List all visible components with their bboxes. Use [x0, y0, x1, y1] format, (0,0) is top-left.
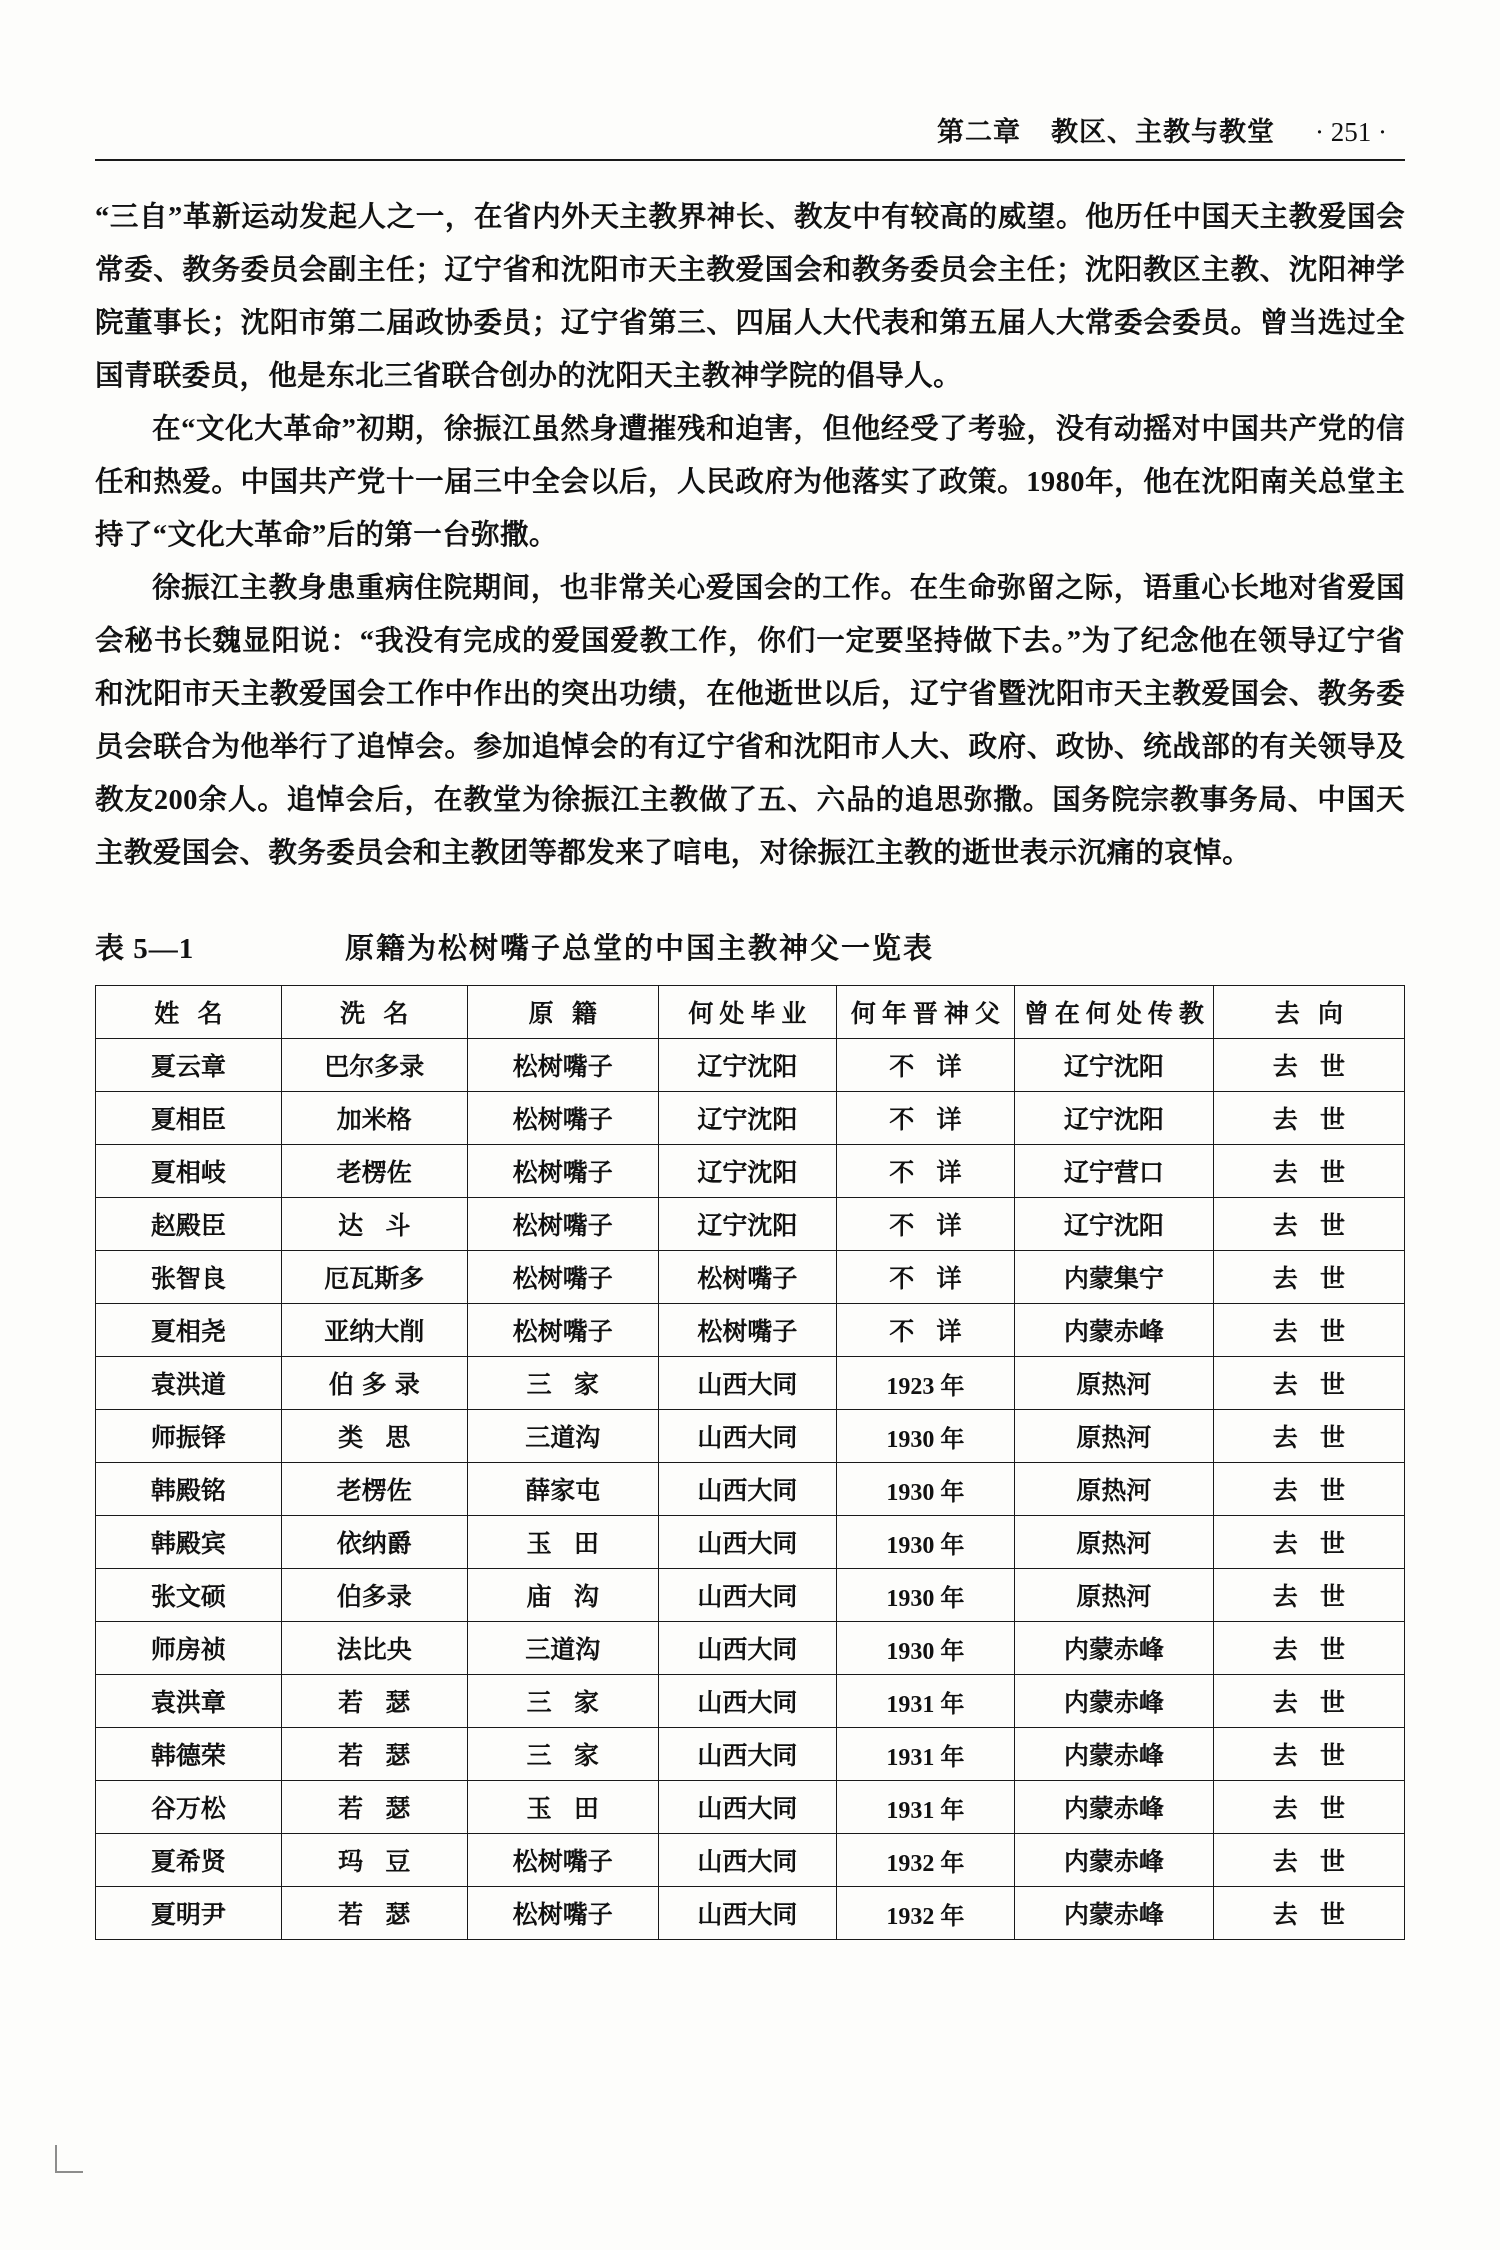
cell-name: 张智良 [96, 1251, 282, 1304]
cell-name: 袁洪道 [96, 1357, 282, 1410]
cell-graduation: 山西大同 [658, 1357, 836, 1410]
cell-origin: 松树嘴子 [467, 1304, 658, 1357]
table-row [96, 1781, 1405, 1834]
cell-baptismal-name: 巴尔多录 [281, 1039, 467, 1092]
cell-mission-place: 原热河 [1014, 1410, 1213, 1463]
cell-whereabouts: 去 世 [1213, 1039, 1404, 1092]
cell-baptismal-name: 若 瑟 [281, 1781, 467, 1834]
table-row [96, 1516, 1405, 1569]
table-row [96, 1569, 1405, 1622]
cell-whereabouts: 去 世 [1213, 1569, 1404, 1622]
cell-ordination-year: 1930 年 [836, 1463, 1014, 1516]
cell-graduation: 山西大同 [658, 1569, 836, 1622]
cell-whereabouts: 去 世 [1213, 1781, 1404, 1834]
cell-ordination-year: 1932 年 [836, 1887, 1014, 1940]
table-row [96, 1357, 1405, 1410]
paragraph-3: 徐振江主教身患重病住院期间，也非常关心爱国会的工作。在生命弥留之际，语重心长地对省爱国会秘书长魏显阳说：“我没有完成的爱国爱教工作，你们一定要坚持做下去。”为了纪念他在领导辽宁省和沈阳市天主教爱国会工作中作出的突出功绩，在他逝世以后，辽宁省暨沈阳市天主教爱国会、教务委员会联合为他举行了追悼会。参加追悼会的有辽宁省和沈阳市人大、政府、政协、统战部的有关领导及教友200余人。追悼会后，在教堂为徐振江主教做了五、六品的追思弥撒。国务院宗教事务局、中国天主教爱国会、教务委员会和主教团等都发来了唁电，对徐振江主教的逝世表示沉痛的哀悼。 [95, 573, 1405, 869]
cell-mission-place: 辽宁沈阳 [1014, 1092, 1213, 1145]
cell-origin: 三 家 [467, 1675, 658, 1728]
cell-origin: 三 家 [467, 1357, 658, 1410]
cell-graduation: 山西大同 [658, 1728, 836, 1781]
table-row [96, 1198, 1405, 1251]
cell-name: 师振铎 [96, 1410, 282, 1463]
cell-ordination-year: 不 详 [836, 1304, 1014, 1357]
cell-origin: 三道沟 [467, 1410, 658, 1463]
cell-ordination-year: 不 详 [836, 1039, 1014, 1092]
cell-mission-place: 辽宁营口 [1014, 1145, 1213, 1198]
cell-ordination-year: 1930 年 [836, 1622, 1014, 1675]
cell-ordination-year: 1923 年 [836, 1357, 1014, 1410]
table-row [96, 1410, 1405, 1463]
cell-ordination-year: 1931 年 [836, 1675, 1014, 1728]
cell-graduation: 辽宁沈阳 [658, 1145, 836, 1198]
cell-graduation: 山西大同 [658, 1675, 836, 1728]
table-row [96, 1039, 1405, 1092]
body-text [95, 191, 1405, 880]
cell-baptismal-name: 若 瑟 [281, 1728, 467, 1781]
column-header-graduation: 何处毕业 [658, 986, 836, 1039]
cell-baptismal-name: 老楞佐 [281, 1463, 467, 1516]
cell-baptismal-name: 法比央 [281, 1622, 467, 1675]
cell-baptismal-name: 达 斗 [281, 1198, 467, 1251]
cell-ordination-year: 1931 年 [836, 1781, 1014, 1834]
cell-baptismal-name: 玛 豆 [281, 1834, 467, 1887]
table-row [96, 1145, 1405, 1198]
cell-baptismal-name: 若 瑟 [281, 1887, 467, 1940]
page-content [95, 110, 1405, 1940]
cell-graduation: 辽宁沈阳 [658, 1039, 836, 1092]
cell-ordination-year: 不 详 [836, 1092, 1014, 1145]
cell-name: 夏相岐 [96, 1145, 282, 1198]
cell-whereabouts: 去 世 [1213, 1463, 1404, 1516]
cell-baptismal-name: 加米格 [281, 1092, 467, 1145]
cell-baptismal-name: 亚纳大削 [281, 1304, 467, 1357]
cell-mission-place: 内蒙赤峰 [1014, 1887, 1213, 1940]
cell-whereabouts: 去 世 [1213, 1092, 1404, 1145]
cell-origin: 松树嘴子 [467, 1198, 658, 1251]
cell-name: 谷万松 [96, 1781, 282, 1834]
cell-origin: 松树嘴子 [467, 1834, 658, 1887]
cell-ordination-year: 1932 年 [836, 1834, 1014, 1887]
cell-name: 夏云章 [96, 1039, 282, 1092]
cell-origin: 松树嘴子 [467, 1251, 658, 1304]
column-header-mission-place: 曾在何处传教 [1014, 986, 1213, 1039]
table-header-row [96, 986, 1405, 1039]
column-header-origin: 原 籍 [467, 986, 658, 1039]
cell-mission-place: 内蒙赤峰 [1014, 1781, 1213, 1834]
cell-whereabouts: 去 世 [1213, 1357, 1404, 1410]
cell-ordination-year: 1930 年 [836, 1569, 1014, 1622]
cell-whereabouts: 去 世 [1213, 1516, 1404, 1569]
cell-mission-place: 内蒙集宁 [1014, 1251, 1213, 1304]
cell-ordination-year: 1931 年 [836, 1728, 1014, 1781]
table-row [96, 1834, 1405, 1887]
cell-graduation: 山西大同 [658, 1781, 836, 1834]
cell-graduation: 辽宁沈阳 [658, 1092, 836, 1145]
cell-mission-place: 原热河 [1014, 1516, 1213, 1569]
paragraph-2: 在“文化大革命”初期，徐振江虽然身遭摧残和迫害，但他经受了考验，没有动摇对中国共产党的信任和热爱。中国共产党十一届三中全会以后，人民政府为他落实了政策。1980年，他在沈阳南关总堂主持了“文化大革命”后的第一台弥撒。 [95, 414, 1405, 551]
cell-baptismal-name: 若 瑟 [281, 1675, 467, 1728]
cell-graduation: 山西大同 [658, 1516, 836, 1569]
cell-mission-place: 原热河 [1014, 1357, 1213, 1410]
cell-name: 赵殿臣 [96, 1198, 282, 1251]
cell-ordination-year: 1930 年 [836, 1516, 1014, 1569]
cell-whereabouts: 去 世 [1213, 1728, 1404, 1781]
cell-whereabouts: 去 世 [1213, 1251, 1404, 1304]
priests-table [95, 985, 1405, 1940]
cell-mission-place: 原热河 [1014, 1463, 1213, 1516]
table-row [96, 1251, 1405, 1304]
cell-graduation: 辽宁沈阳 [658, 1198, 836, 1251]
table-caption [95, 926, 1405, 967]
cell-graduation: 松树嘴子 [658, 1304, 836, 1357]
cell-name: 夏希贤 [96, 1834, 282, 1887]
table-row [96, 1463, 1405, 1516]
cell-mission-place: 辽宁沈阳 [1014, 1198, 1213, 1251]
cell-name: 韩殿铭 [96, 1463, 282, 1516]
cell-graduation: 山西大同 [658, 1463, 836, 1516]
cell-name: 袁洪章 [96, 1675, 282, 1728]
cell-name: 夏相尧 [96, 1304, 282, 1357]
cell-name: 夏相臣 [96, 1092, 282, 1145]
cell-baptismal-name: 伯多录 [281, 1357, 467, 1410]
cell-whereabouts: 去 世 [1213, 1198, 1404, 1251]
cell-origin: 松树嘴子 [467, 1887, 658, 1940]
table-title: 原籍为松树嘴子总堂的中国主教神父一览表 [345, 933, 935, 965]
cell-ordination-year: 不 详 [836, 1198, 1014, 1251]
header-divider [95, 159, 1405, 161]
table-row [96, 1887, 1405, 1940]
cell-graduation: 松树嘴子 [658, 1251, 836, 1304]
cell-name: 韩德荣 [96, 1728, 282, 1781]
cell-origin: 玉 田 [467, 1781, 658, 1834]
cell-mission-place: 原热河 [1014, 1569, 1213, 1622]
table-row [96, 1675, 1405, 1728]
cell-whereabouts: 去 世 [1213, 1410, 1404, 1463]
cell-whereabouts: 去 世 [1213, 1675, 1404, 1728]
cell-whereabouts: 去 世 [1213, 1304, 1404, 1357]
cell-origin: 三 家 [467, 1728, 658, 1781]
page-header [95, 110, 1405, 149]
cell-mission-place: 内蒙赤峰 [1014, 1834, 1213, 1887]
cell-baptismal-name: 类 思 [281, 1410, 467, 1463]
cell-mission-place: 辽宁沈阳 [1014, 1039, 1213, 1092]
cell-origin: 玉 田 [467, 1516, 658, 1569]
cell-origin: 松树嘴子 [467, 1039, 658, 1092]
cell-name: 夏明尹 [96, 1887, 282, 1940]
header-section: 教区、主教与教堂 [1051, 117, 1276, 147]
cell-mission-place: 内蒙赤峰 [1014, 1622, 1213, 1675]
table-row [96, 1304, 1405, 1357]
cell-ordination-year: 1930 年 [836, 1410, 1014, 1463]
column-header-name: 姓 名 [96, 986, 282, 1039]
cell-whereabouts: 去 世 [1213, 1145, 1404, 1198]
cell-baptismal-name: 老楞佐 [281, 1145, 467, 1198]
cell-graduation: 山西大同 [658, 1410, 836, 1463]
cell-origin: 薛家屯 [467, 1463, 658, 1516]
page-number: · 251 · [1315, 117, 1387, 147]
cell-mission-place: 内蒙赤峰 [1014, 1675, 1213, 1728]
cell-name: 张文硕 [96, 1569, 282, 1622]
cell-ordination-year: 不 详 [836, 1145, 1014, 1198]
cell-name: 韩殿宾 [96, 1516, 282, 1569]
cell-whereabouts: 去 世 [1213, 1834, 1404, 1887]
cell-baptismal-name: 伯多录 [281, 1569, 467, 1622]
page-corner-mark [55, 2145, 83, 2173]
cell-whereabouts: 去 世 [1213, 1622, 1404, 1675]
cell-ordination-year: 不 详 [836, 1251, 1014, 1304]
paragraph-1: “三自”革新运动发起人之一，在省内外天主教界神长、教友中有较高的威望。他历任中国天主教爱国会常委、教务委员会副主任；辽宁省和沈阳市天主教爱国会和教务委员会主任；沈阳教区主教、沈阳神学院董事长；沈阳市第二届政协委员；辽宁省第三、四届人大代表和第五届人大常委会委员。曾当选过全国青联委员，他是东北三省联合创办的沈阳天主教神学院的倡导人。 [95, 202, 1405, 392]
table-row [96, 1622, 1405, 1675]
cell-baptismal-name: 厄瓦斯多 [281, 1251, 467, 1304]
cell-graduation: 山西大同 [658, 1834, 836, 1887]
cell-mission-place: 内蒙赤峰 [1014, 1728, 1213, 1781]
cell-origin: 松树嘴子 [467, 1145, 658, 1198]
table-row [96, 1092, 1405, 1145]
cell-origin: 庙 沟 [467, 1569, 658, 1622]
cell-origin: 三道沟 [467, 1622, 658, 1675]
column-header-ordination-year: 何年晋神父 [836, 986, 1014, 1039]
table-row [96, 1728, 1405, 1781]
column-header-baptismal-name: 洗 名 [281, 986, 467, 1039]
cell-baptismal-name: 依纳爵 [281, 1516, 467, 1569]
cell-whereabouts: 去 世 [1213, 1887, 1404, 1940]
cell-origin: 松树嘴子 [467, 1092, 658, 1145]
cell-graduation: 山西大同 [658, 1887, 836, 1940]
table-number: 表 5—1 [95, 933, 195, 965]
cell-graduation: 山西大同 [658, 1622, 836, 1675]
header-chapter: 第二章 [937, 117, 1022, 147]
column-header-whereabouts: 去 向 [1213, 986, 1404, 1039]
cell-name: 师房祯 [96, 1622, 282, 1675]
table-body [96, 1039, 1405, 1940]
cell-mission-place: 内蒙赤峰 [1014, 1304, 1213, 1357]
